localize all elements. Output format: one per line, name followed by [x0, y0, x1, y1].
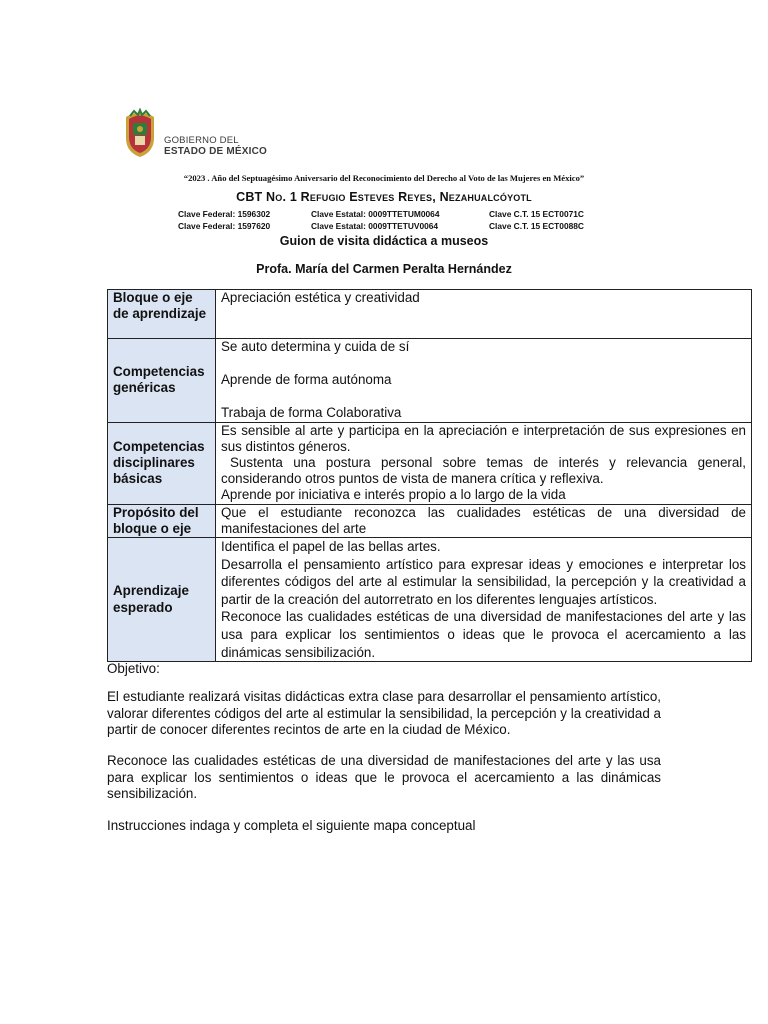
codes-row: [178, 208, 598, 220]
bloque-label: Bloque o eje de aprendizaje: [108, 290, 216, 339]
genericas-item: Aprende de forma autónoma: [221, 372, 392, 388]
reconoce-paragraph: [107, 753, 661, 803]
disciplinares-item: Es sensible al arte y participa en la apreciación e interpretación de sus expresiones en sus distintos géneros.: [221, 422, 746, 454]
table-row: [108, 422, 752, 504]
aprendizaje-item: Desarrolla el pensamiento artístico para expresar ideas y emociones e interpretar los diferentes códigos del arte al estimular la sensibilidad, la percepción y la creatividad a partir de la creación del autorretrato en los diferentes lenguajes artísticos.: [221, 556, 746, 607]
year-motto: “2023 . Año del Septuagésimo Aniversario del Reconocimiento del Derecho al Voto de las Mujeres en México”: [183, 173, 585, 183]
ct-code: Clave C.T. 15 ECT0071C: [489, 209, 584, 219]
instructions-text: Instrucciones indaga y completa el siguiente mapa conceptual: [107, 818, 476, 833]
government-logo: [120, 108, 280, 160]
table-row: [108, 504, 752, 537]
bloque-value: Apreciación estética y creatividad: [216, 290, 752, 339]
aprendizaje-item: Identifica el papel de las bellas artes.: [221, 539, 441, 555]
curriculum-table: [107, 289, 752, 662]
genericas-item: Se auto determina y cuida de sí: [221, 339, 410, 354]
genericas-item: Trabaja de forma Colaborativa: [221, 405, 402, 421]
aprendizaje-label: Aprendizaje esperado: [108, 538, 216, 662]
disciplinares-label: Competencias disciplinares básicas: [108, 422, 216, 504]
genericas-value: [216, 339, 752, 423]
paragraph-text: El estudiante realizará visitas didácticas extra clase para desarrollar el pensamiento artístico, valorar diferentes códigos del arte al estimular la sensibilidad, la percepción y la creatividad a partir de conocer diferentes recintos de arte en la ciudad de México.: [107, 689, 661, 738]
table-row: [108, 339, 752, 423]
federal-code: Clave Federal: 1596302: [178, 209, 271, 219]
disciplinares-item: Sustenta una postura personal sobre temas de interés y relevancia general, considerando otros puntos de vista de manera crítica y reflexiva.: [221, 455, 746, 487]
proposito-label: Propósito del bloque o eje: [108, 504, 216, 537]
logo-text: [164, 135, 267, 157]
teacher-name: Profa. María del Carmen Peralta Hernández: [256, 262, 512, 276]
paragraph-text: Reconoce las cualidades estéticas de una diversidad de manifestaciones del arte y las usa para explicar los sentimientos o ideas que le provoca el acercamiento a las dinámicas sensibilización.: [107, 753, 661, 802]
federal-code: Clave Federal: 1597620: [178, 221, 271, 231]
school-codes: [178, 208, 598, 232]
genericas-label: Competencias genéricas: [108, 339, 216, 423]
state-code: Clave Estatal: 0009TTETUM0064: [311, 209, 440, 219]
logo-line-2: ESTADO DE MÉXICO: [164, 146, 268, 157]
disciplinares-item: Aprende por iniciativa e interés propio a lo largo de la vida: [221, 487, 566, 503]
logo-line-1: GOBIERNO DEL: [164, 135, 239, 146]
codes-row: [178, 220, 598, 232]
school-name: CBT No. 1 Refugio Esteves Reyes, Nezahualcóyotl: [236, 190, 532, 204]
objetivo-heading: Objetivo:: [107, 661, 160, 676]
objetivo-paragraph: [107, 689, 661, 739]
aprendizaje-item: Reconoce las cualidades estéticas de una diversidad de manifestaciones del arte y las usa para explicar los sentimientos o ideas que le provoca el acercamiento a las dinámicas sensibilización.: [221, 609, 746, 660]
table-row: [108, 538, 752, 662]
aprendizaje-value: [216, 538, 752, 662]
state-seal-icon: [120, 108, 160, 158]
document-title: Guion de visita didáctica a museos: [279, 234, 489, 248]
proposito-value: Que el estudiante reconozca las cualidades estéticas de una diversidad de manifestaciones del arte: [216, 504, 752, 537]
disciplinares-value: [216, 422, 752, 504]
state-code: Clave Estatal: 0009TTETUV0064: [311, 221, 439, 231]
table-row: [108, 290, 752, 339]
ct-code: Clave C.T. 15 ECT0088C: [489, 221, 584, 231]
